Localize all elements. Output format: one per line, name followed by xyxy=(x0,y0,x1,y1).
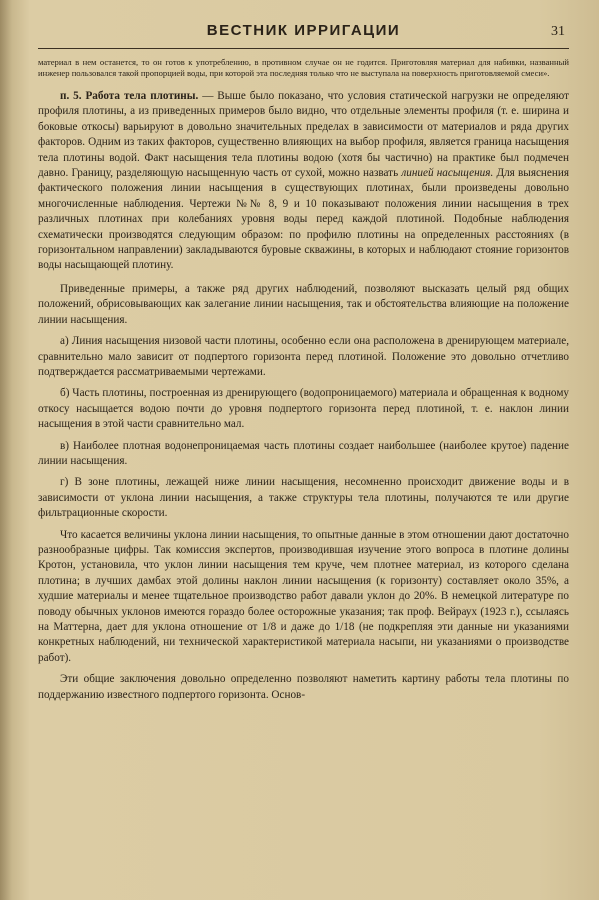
paragraph-general-conclusions: Приведенные примеры, а также ряд других наблюдений, позволяют высказать целый ряд общих положений, обрисовывающих как залегание линии насыщения, так и обстоятельства влияющие на положение линии насыщения. xyxy=(38,282,569,326)
section-text-part-1: — Выше было показано, что условия статической нагрузки не определяют профиля плотины, а из приведенных примеров было видно, что отдельные элементы профиля (т. е. ширина и боковые откосы) варьируют в довольно значительных пределах в зависимости от материалов и ряда других факторов. Одним из таких факторов, существенно влияющих на выбор профиля, является граница насыщения тела плотины водой. Факт насыщения тела плотины водою (хотя бы частично) на практике был подмечен давно. Границу, разделяющую насыщенную часть от сухой, можно назвать xyxy=(38,90,569,180)
paragraph-item-b: б) Часть плотины, построенная из дренирующего (водопроницаемого) материала и обращенная к водному откосу насыщается водою почти до уровня подпертого горизонта перед плотиной, т. е. наклон линии насыщения в этой части сравнительно мал. xyxy=(38,387,569,431)
section-text-part-2: Для выяснения фактического положения линии насыщения в существующих плотинах, были произведены довольно многочисленные наблюдения. Чертежи №№ 8, 9 и 10 показывают положения линии насыщения в трех различных плотинах при колебаниях уровня воды перед каждой плотиной. Подобные наблюдения схематически производятся следующим образом: по профилю плотины на определенных расстояниях (в горизонтальном направлении) закладываются буровые скважины, в которых и наблюдают стояние горизонтов воды насыщающей плотину. xyxy=(38,167,570,272)
paragraph-slope-values: Что касается величины уклона линии насыщения, то опытные данные в этом отношении дают достаточно разнообразные цифры. Так комиссия экспертов, производившая изучение этого вопроса в плотине долины Кротон, установила, что уклон линии насыщения тем круче, чем плотнее материал, из которого сделана плотина; в лучших дамбах этой долины наклон линии насыщения (к горизонту) составляет около 35%, а худшие материалы и менее тщательное производство работ давали уклон до 20%. В немецкой литературе по поводу обычных уклонов имеются гораздо более осторожные указания; так проф. Вейраух (1923 г.), ссылаясь на Маттерна, дает для уклона отношение от 1/8 и даже до 1/18 (не подкрепляя эти данные ни указаниями конкретных наблюдений, ни технической характеристикой материала насыпи, ни указаниями о производстве работ). xyxy=(38,528,569,664)
paragraph-final: Эти общие заключения довольно определенно позволяют наметить картину работы тела плотины по поддержанию известного подпертого горизонта. Основ- xyxy=(38,673,569,701)
paragraph-item-g: г) В зоне плотины, лежащей ниже линии насыщения, несомненно происходит движение воды и в зависимости от уклона линии насыщения, а также структуры тела плотины, получаются те или другие фильтрационные скорости. xyxy=(38,476,569,520)
page-number: 31 xyxy=(551,24,565,39)
running-header xyxy=(38,22,569,49)
journal-title: ВЕСТНИК ИРРИГАЦИИ xyxy=(206,22,401,39)
emphasized-term: линией насыщения. xyxy=(401,167,494,180)
paragraph-item-v: в) Наиболее плотная водонепроницаемая часть плотины создает наибольшее (наиболее крутое) падение линии насыщения. xyxy=(38,439,569,467)
section-5-paragraph xyxy=(38,89,569,274)
paragraph-item-a: а) Линия насыщения низовой части плотины, особенно если она расположена в дренирующем материале, сравнительно мало зависит от подпертого горизонта перед плотиной. Положение это довольно отчетливо подтверждается рассматриваемыми чертежами. xyxy=(38,335,569,378)
section-heading: п. 5. Работа тела плотины. xyxy=(60,90,199,102)
footnote-continuation: материал в нем останется, то он готов к употреблению, в противном случае он не годится. Приготовляя материал для набивки, названный инженер пользовался такой пропорцией воды, при которой эта последняя только что не выступала на поверхность приготовляемой смеси». xyxy=(38,57,569,78)
